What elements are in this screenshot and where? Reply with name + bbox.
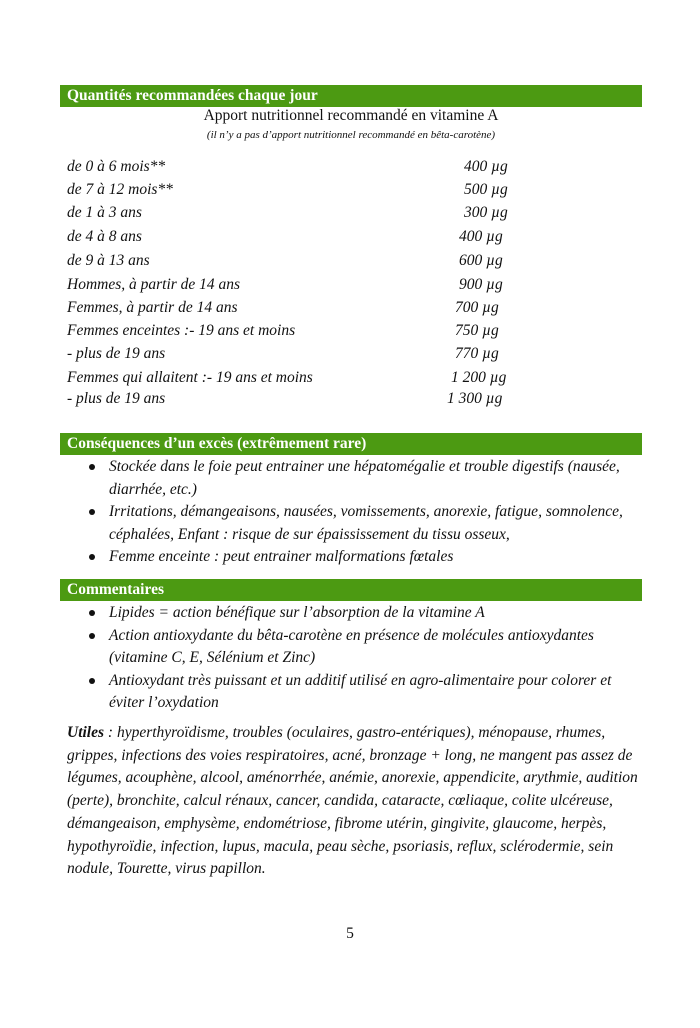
- intake-row: [67, 369, 667, 391]
- intake-age-label: de 9 à 13 ans: [67, 252, 150, 269]
- intake-age-label: Femmes qui allaitent :- 19 ans et moins: [67, 369, 313, 386]
- bullet-icon: [89, 554, 95, 560]
- intake-age-label: de 0 à 6 mois**: [67, 158, 166, 175]
- utiles-label: Utiles: [67, 724, 105, 741]
- intake-row: [67, 322, 667, 344]
- intake-age-label: Femmes, à partir de 14 ans: [67, 299, 238, 316]
- daily-note: (il n’y a pas d’apport nutritionnel recommandé en bêta-carotène): [206, 129, 496, 141]
- bullet-icon: [89, 678, 95, 684]
- utiles-text: : hyperthyroïdisme, troubles (oculaires, gastro-entériques), ménopause, rhumes, grippes, infections des voies respiratoires, acné, bronzage + long, ne mangent pas assez de légumes, acouphène, alcool, aménorrhée, anémie, anorexie, appendicite, arythmie, audition (perte), bronchite, calcul rénaux, cancer, candida, cataracte, cœliaque, colite ulcéreuse, démangeaison, emphysème, endométriose, fibrome utérin, gingivite, glaucome, herpès, hypothyroïdie, infection, lupus, macula, peau sèche, psoriasis, reflux, sclérodermie, sein nodule, Tourette, virus papillon.: [67, 724, 638, 878]
- excess-text: Femme enceinte : peut entrainer malformations fœtales: [109, 548, 454, 565]
- intake-value: 750 µg: [455, 322, 499, 339]
- daily-subtitle: Apport nutritionnel recommandé en vitamine A: [203, 107, 499, 124]
- intake-age-label: Femmes enceintes :- 19 ans et moins: [67, 322, 296, 339]
- intake-age-label: Hommes, à partir de 14 ans: [67, 276, 241, 293]
- excess-text: Irritations, démangeaisons, nausées, vomissements, anorexie, fatigue, somnolence, céphalées, Enfant : risque de sur épaississement du tissu osseux,: [109, 503, 623, 543]
- intake-value: 600 µg: [459, 252, 503, 269]
- list-item: [60, 625, 642, 670]
- comment-text: Lipides = action bénéfique sur l’absorption de la vitamine A: [109, 604, 485, 621]
- intake-value: 1 300 µg: [447, 390, 503, 407]
- intake-age-label: de 4 à 8 ans: [67, 228, 142, 245]
- intake-row: [67, 181, 667, 203]
- list-item: [60, 501, 642, 546]
- intake-row: [67, 345, 667, 367]
- intake-row: [67, 299, 667, 321]
- intake-age-label: de 1 à 3 ans: [67, 204, 142, 221]
- bullet-icon: [89, 509, 95, 515]
- intake-value: 700 µg: [455, 299, 499, 316]
- intake-row: [67, 252, 667, 274]
- section-heading-daily: Quantités recommandées chaque jour: [60, 85, 642, 107]
- comment-text: Antioxydant très puissant et un additif utilisé en agro-alimentaire pour colorer et éviter l’oxydation: [109, 671, 612, 711]
- bullet-icon: [89, 633, 95, 639]
- bullet-icon: [89, 610, 95, 616]
- intake-row: [67, 158, 667, 180]
- list-item: [60, 546, 642, 569]
- list-item: [60, 456, 642, 501]
- list-item: [60, 602, 642, 625]
- intake-row: [67, 276, 667, 298]
- section-heading-comments: Commentaires: [60, 579, 642, 601]
- intake-age-label: de 7 à 12 mois**: [67, 181, 173, 198]
- intake-value: 300 µg: [464, 204, 508, 221]
- utiles-paragraph: [67, 722, 642, 881]
- intake-value: 900 µg: [459, 276, 503, 293]
- intake-value: 770 µg: [455, 345, 499, 362]
- excess-list: [60, 456, 642, 569]
- intake-value: 400 µg: [459, 228, 503, 245]
- page-number: 5: [346, 925, 354, 942]
- bullet-icon: [89, 464, 95, 470]
- intake-value: 500 µg: [464, 181, 508, 198]
- intake-value: 400 µg: [464, 158, 508, 175]
- comments-list: [60, 602, 642, 715]
- intake-value: 1 200 µg: [451, 369, 507, 386]
- intake-row: [67, 390, 667, 412]
- intake-age-label: - plus de 19 ans: [67, 390, 166, 407]
- excess-text: Stockée dans le foie peut entrainer une hépatomégalie et trouble digestifs (nausée, diarrhée, etc.): [109, 458, 620, 498]
- intake-row: [67, 228, 667, 250]
- intake-row: [67, 204, 667, 226]
- section-heading-excess: Conséquences d’un excès (extrêmement rare): [60, 433, 642, 455]
- comment-text: Action antioxydante du bêta-carotène en présence de molécules antioxydantes (vitamine C, E, Sélénium et Zinc): [109, 626, 594, 666]
- list-item: [60, 670, 642, 715]
- intake-age-label: - plus de 19 ans: [67, 345, 166, 362]
